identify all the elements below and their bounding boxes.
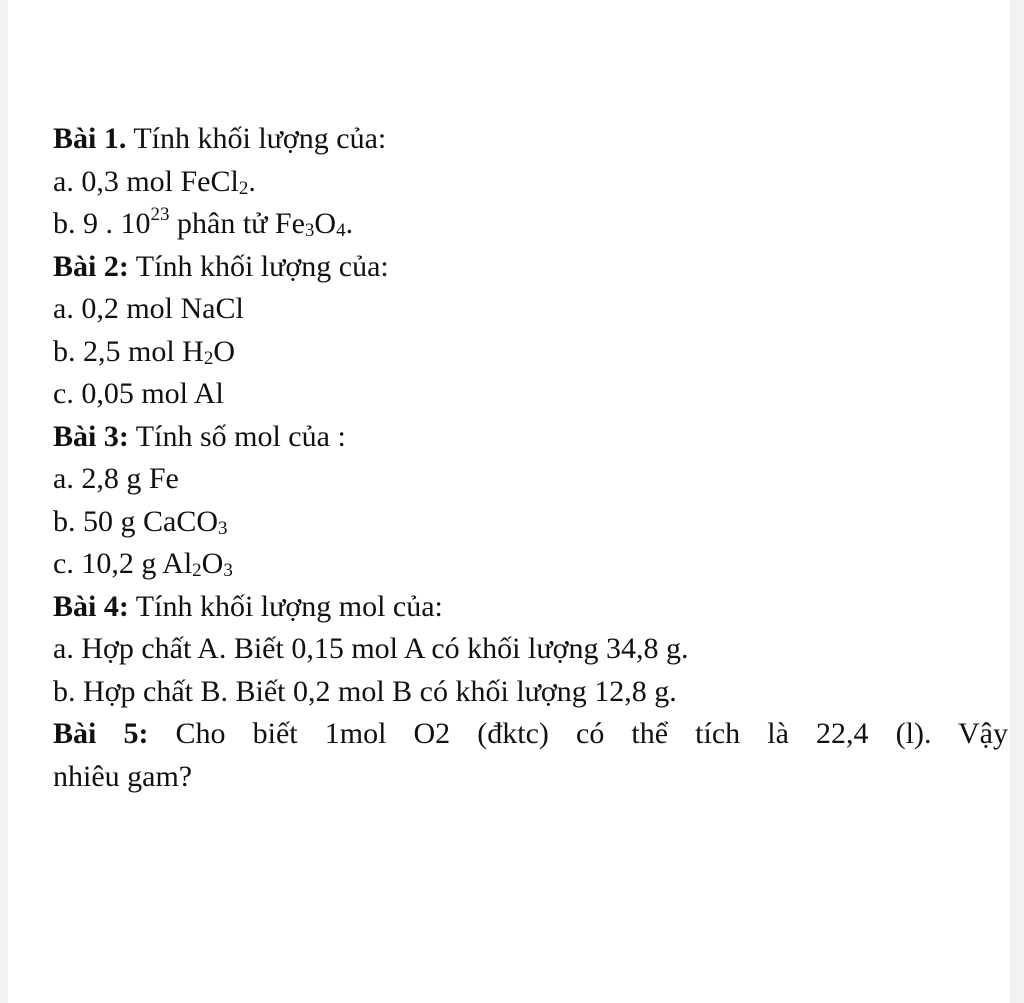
exercise-sheet: [53, 118, 1008, 798]
document-page: [8, 0, 1010, 1003]
item-text: O: [201, 547, 224, 580]
exercise-2-prompt: Tính khối lượng của:: [128, 249, 389, 283]
subscript: 2: [238, 177, 249, 199]
item-text: .: [248, 164, 256, 198]
exercise-4-item-a: a. Hợp chất A. Biết 0,15 mol A có khối lượng 34,8 g.: [53, 632, 689, 665]
exercise-3-item-c: [53, 543, 1008, 586]
subscript: 3: [223, 560, 233, 581]
exercise-1-item-b: [53, 203, 1008, 246]
exercise-3-item-b: [53, 501, 1008, 544]
exercise-2-heading: Bài 2:: [53, 249, 129, 283]
item-text: O: [213, 334, 236, 368]
exercise-5-heading: Bài 5:: [53, 717, 149, 750]
exercise-1-prompt: Tính khối lượng của:: [126, 122, 387, 155]
item-text: c. 10,2 g Al: [53, 547, 193, 580]
item-text: .: [345, 207, 354, 240]
exercise-4-heading: Bài 4:: [53, 589, 129, 623]
item-text: a. 0,3 mol FeCl: [53, 164, 239, 198]
exercise-4-item-b: b. Hợp chất B. Biết 0,2 mol B có khối lượng 12,8 g.: [53, 674, 677, 708]
item-text: b. 50 g CaCO: [53, 504, 218, 538]
item-text: b. 9 . 10: [53, 207, 151, 240]
item-text: b. 2,5 mol H: [53, 334, 204, 368]
exercise-1-item-a: [53, 161, 1008, 204]
exercise-1-title: [53, 118, 1008, 161]
exercise-4-prompt: Tính khối lượng mol của:: [128, 589, 443, 623]
subscript: 2: [192, 560, 202, 581]
exercise-2-item-b: [53, 331, 1008, 374]
subscript: 2: [203, 347, 214, 369]
superscript: 23: [150, 204, 170, 225]
exercise-3-prompt: Tính số mol của :: [128, 419, 346, 453]
exercise-5-prompt-line-2: nhiêu gam?: [53, 759, 193, 793]
exercise-2-title: [53, 246, 1008, 289]
item-text: O: [314, 207, 337, 240]
exercise-2-item-c: c. 0,05 mol Al: [53, 377, 224, 410]
subscript: 3: [304, 220, 315, 241]
exercise-4-title: [53, 586, 1008, 629]
exercise-2-item-a: a. 0,2 mol NaCl: [53, 292, 244, 325]
item-text: phân tử Fe: [169, 207, 305, 240]
exercise-5-title: [53, 713, 1008, 756]
exercise-3-heading: Bài 3:: [53, 419, 129, 453]
subscript: 3: [218, 517, 228, 539]
subscript: 4: [336, 220, 346, 241]
exercise-3-item-a: a. 2,8 g Fe: [53, 462, 179, 495]
exercise-5-prompt-line-1: Cho biết 1mol O2 (đktc) có thể tích là 22,4 (l). Vậy: [148, 717, 1008, 750]
exercise-3-title: [53, 416, 1008, 459]
exercise-1-heading: Bài 1.: [53, 122, 127, 155]
